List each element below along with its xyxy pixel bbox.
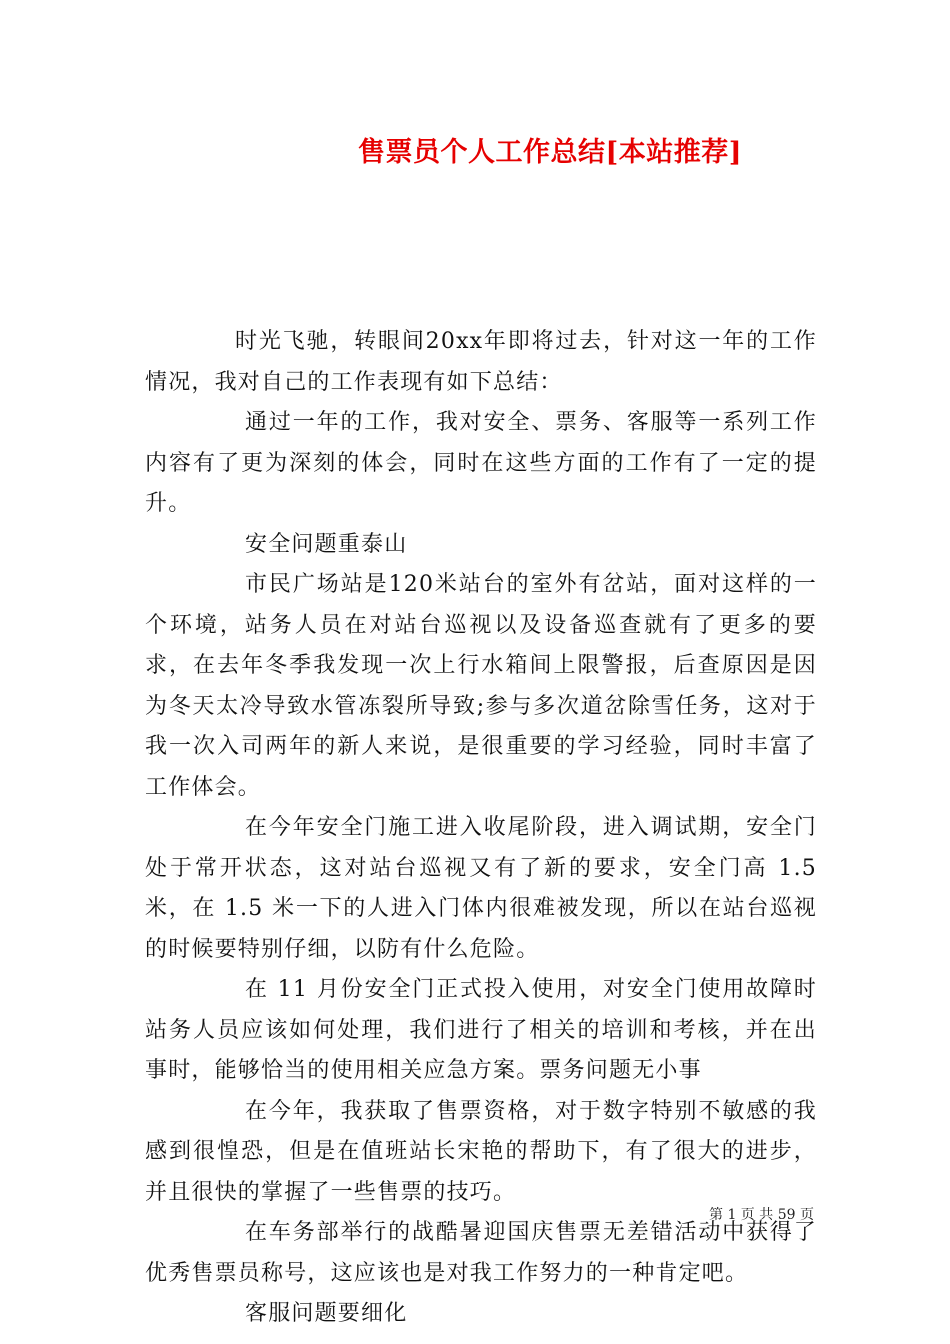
paragraph-safety-door-construction: 在今年安全门施工进入收尾阶段，进入调试期，安全门处于常开状态，这对站台巡视又有了新的要求，安全门高 1.5 米，在 1.5 米一下的人进入门体内很难被发现，所以在站台巡视的时候要特别仔细，以防有什么危险。	[145, 815, 817, 962]
document-title: 售票员个人工作总结[本站推荐]	[357, 137, 743, 168]
page-footer: 第 1 页 共 59 页	[709, 1207, 814, 1223]
document-body	[145, 322, 817, 1335]
paragraph-award: 在车务部举行的战酷暑迎国庆售票无差错活动中获得了优秀售票员称号，这应该也是对我工作努力的一种肯定吧。	[145, 1220, 817, 1286]
paragraph-station: 市民广场站是120米站台的室外有岔站，面对这样的一个环境，站务人员在对站台巡视以及设备巡查就有了更多的要求，在去年冬季我发现一次上行水箱间上限警报，后查原因是因为冬天太冷导致水管冻裂所导致;参与多次道岔除雪任务，这对于我一次入司两年的新人来说，是很重要的学习经验，同时丰富了工作体会。	[145, 572, 817, 800]
paragraph-overview: 通过一年的工作，我对安全、票务、客服等一系列工作内容有了更为深刻的体会，同时在这些方面的工作有了一定的提升。	[145, 410, 817, 516]
section-heading-safety: 安全问题重泰山	[245, 531, 408, 557]
paragraph-ticketing: 在今年，我获取了售票资格，对于数字特别不敏感的我感到很惶恐，但是在值班站长宋艳的帮助下，有了很大的进步，并且很快的掌握了一些售票的技巧。	[145, 1098, 817, 1205]
paragraph-intro: 时光飞驰，转眼间20xx年即将过去，针对这一年的工作情况，我对自己的工作表现有如下总结：	[145, 329, 817, 395]
section-heading-service: 客服问题要细化	[245, 1301, 408, 1326]
paragraph-safety-door-use: 在 11 月份安全门正式投入使用，对安全门使用故障时站务人员应该如何处理，我们进行了相关的培训和考核，并在出事时，能够恰当的使用相关应急方案。票务问题无小事	[145, 977, 817, 1083]
